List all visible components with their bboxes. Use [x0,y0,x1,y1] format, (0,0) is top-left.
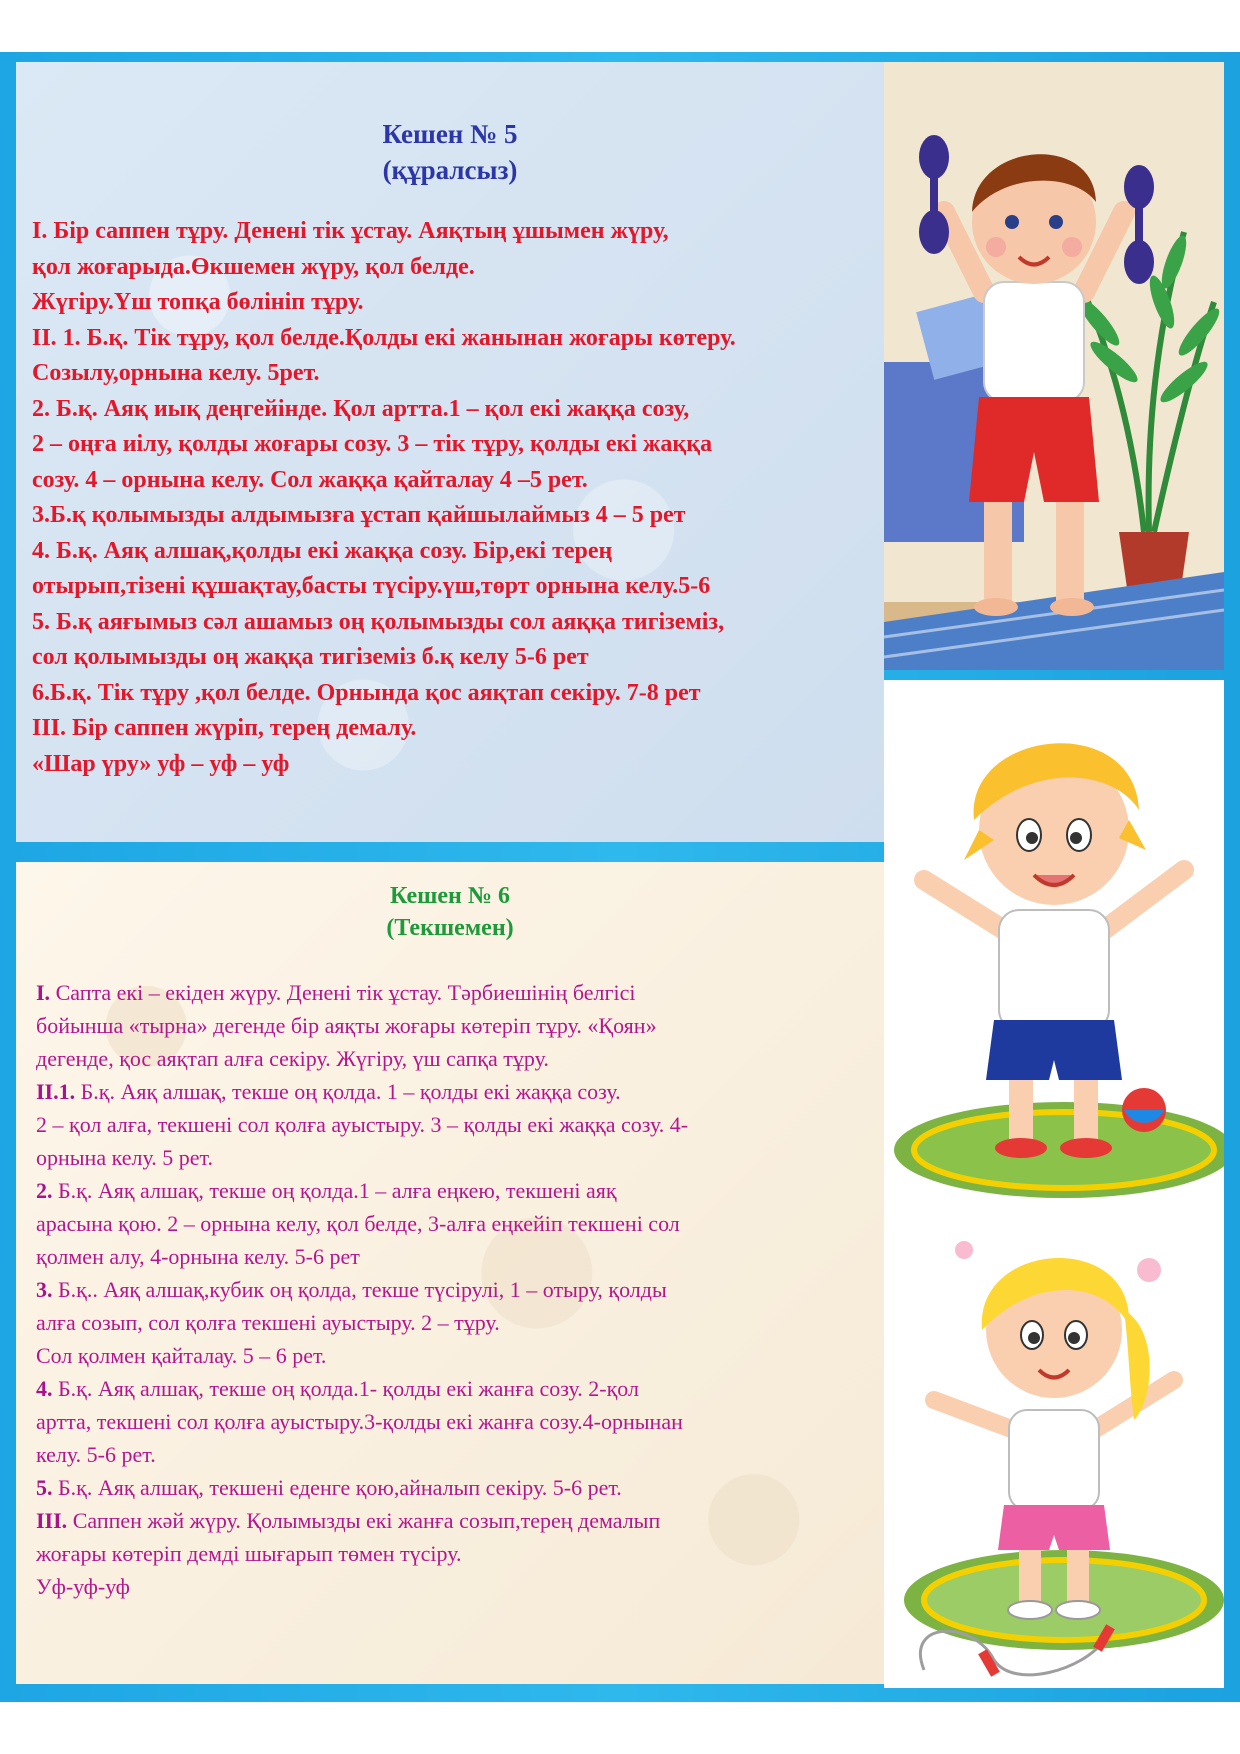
exercise-line: 3.Б.қ қолымызды алдымызға ұстап қайшылаймыз 4 – 5 рет [32,502,686,528]
step-text: артта, текшені сол қолға ауыстыру.3-қолды екі жанға созу.4-орнынан [36,1409,683,1434]
step-text: Б.қ. Аяқ алшақ, текшені еденге қою,айналып секіру. 5-6 рет. [52,1475,622,1500]
step-text: 2 – қол алға, текшені сол қолға ауыстыру. 3 – қолды екі жаққа созу. 4- [36,1112,689,1137]
step-text: алға созып, сол қолға текшені ауыстыру. 2 – тұру. [36,1310,500,1335]
step-number: I. [36,980,51,1005]
exercise-line: 4. Б.қ. Аяқ алшақ,қолды екі жаққа созу. Бір,екі терең [32,537,613,564]
step-text: Сапта екі – екіден жүру. Денені тік ұстау. Тәрбиешінің белгісі [50,980,636,1005]
exercise-line [36,1306,896,1339]
exercise-line: отырып,тізені құшақтау,басты түсіру.үш,төрт орнына келу.5-6 [32,573,711,599]
exercise-line [36,1273,896,1306]
step-text: Б.қ. Аяқ алшақ, текше оң қолда. 1 – қолды екі жаққа созу. [75,1079,621,1104]
exercise-line [36,1141,896,1174]
exercise-line [36,1537,896,1570]
section-title-kesen-6 [16,880,884,944]
step-number: 5. [36,1475,53,1500]
exercise-line [36,1009,896,1042]
exercise-line: I. Бір саппен тұру. Денені тік ұстау. Аяқтың ұшымен жүру, [32,218,669,244]
step-text: арасына қою. 2 – орнына келу, қол белде, 3-алға еңкейіп текшені сол [36,1211,680,1236]
exercise-line: «Шар үру» уф – уф – уф [32,750,290,777]
exercise-line: 2 – оңға иілу, қолды жоғары созу. 3 – тік тұру, қолды екі жаққа [32,431,713,457]
step-text: келу. 5-6 рет. [36,1442,156,1467]
girl-with-jump-rope-illustration [884,1200,1224,1688]
step-text: орнына келу. 5 рет. [36,1145,213,1170]
step-text: бойынша «тырна» дегенде бір аяқты жоғары көтеріп тұру. «Қоян» [36,1013,657,1038]
step-text: Саппен жәй жүру. Қолымызды екі жанға созып,терең демалып [67,1508,661,1533]
step-number: 4. [36,1376,53,1401]
step-text: Уф-уф-уф [36,1574,130,1599]
exercise-line [36,976,896,1009]
section-title-kesen-5 [16,116,884,188]
exercise-line: 6.Б.қ. Тік тұру ,қол белде. Орнында қос аяқтап секіру. 7-8 рет [32,679,701,706]
step-number: 2. [36,1178,53,1203]
exercise-line [36,1372,896,1405]
step-text: дегенде, қос аяқтап алға секіру. Жүгіру, үш сапқа тұру. [36,1046,549,1071]
exercise-line [36,1504,896,1537]
exercise-line [36,1405,896,1438]
step-text: Б.қ.. Аяқ алшақ,кубик оң қолда, текше түсірулі, 1 – отыру, қолды [52,1277,667,1302]
step-text: Б.қ. Аяқ алшақ, текше оң қолда.1- қолды екі жанға созу. 2-қол [52,1376,639,1401]
section-subtitle: (құралсыз) [382,155,518,185]
exercise-line [36,1075,896,1108]
exercise-line: созу. 4 – орнына келу. Сол жаққа қайталау 4 –5 рет. [32,466,588,493]
exercise-line [36,1339,896,1372]
exercise-text-kesen-6 [36,976,896,1603]
exercise-line: 2. Б.қ. Аяқ иық деңгейінде. Қол артта.1 – қол екі жаққа созу, [32,395,690,422]
step-text: жоғары көтеріп демді шығарып төмен түсіру. [36,1541,462,1566]
boy-with-ball-illustration [884,680,1224,1200]
exercise-line: Жүгіру.Үш топқа бөлініп тұру. [32,289,364,315]
exercise-line: Созылу,орнына келу. 5рет. [32,360,320,386]
boy-with-dumbbells-illustration [884,62,1224,670]
step-text: Сол қолмен қайталау. 5 – 6 рет. [36,1343,327,1368]
exercise-line: сол қолымызды оң жаққа тигіземіз б.қ келу 5-6 рет [32,644,589,670]
exercise-line [36,1042,896,1075]
step-number: III. [36,1508,68,1533]
exercise-line [36,1108,896,1141]
section-title: Кешен № 5 [382,119,518,149]
exercise-line [36,1471,896,1504]
exercise-line: III. Бір саппен жүріп, терең демалу. [32,715,417,741]
exercise-text-kesen-5 [32,214,892,782]
step-text: Б.қ. Аяқ алшақ, текше оң қолда.1 – алға еңкею, текшені аяқ [52,1178,617,1203]
exercise-line: II. 1. Б.қ. Тік тұру, қол белде.Қолды екі жанынан жоғары көтеру. [32,324,736,351]
section-title: Кешен № 6 [390,883,510,909]
exercise-line: 5. Б.қ аяғымыз сәл ашамыз оң қолымызды сол аяққа тигіземіз, [32,608,725,635]
step-number: 3. [36,1277,53,1302]
exercise-line [36,1570,896,1603]
exercise-line: қол жоғарыда.Өкшемен жүру, қол белде. [32,253,475,280]
section-subtitle: (Текшемен) [386,915,514,941]
exercise-line [36,1240,896,1273]
exercise-line [36,1207,896,1240]
exercise-line [36,1174,896,1207]
step-text: қолмен алу, 4-орнына келу. 5-6 рет [36,1244,360,1269]
exercise-line [36,1438,896,1471]
step-number: II.1. [36,1079,76,1104]
